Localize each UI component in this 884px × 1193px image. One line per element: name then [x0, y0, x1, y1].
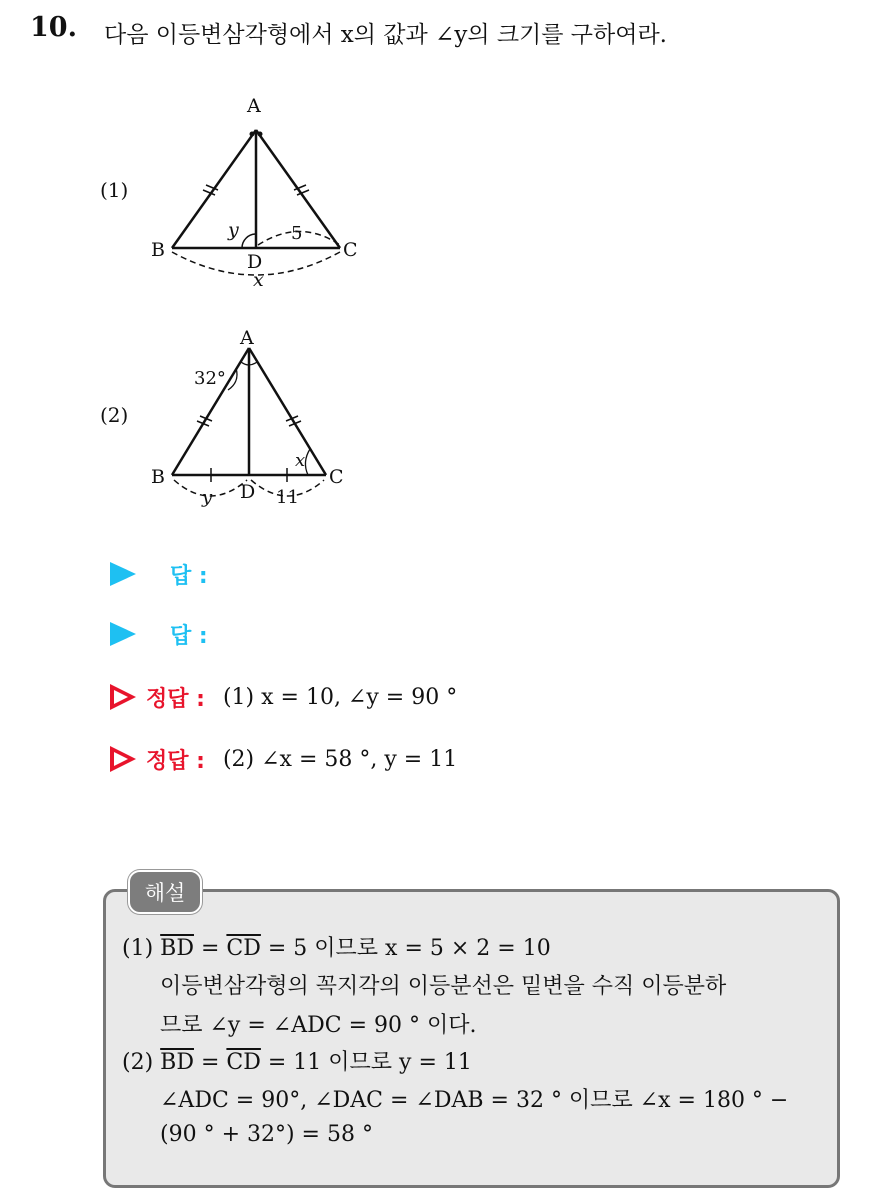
segment-bd: $\overline{BD}$ — [160, 936, 194, 961]
segment-bc-label: x — [253, 269, 264, 291]
play-arrow-icon — [110, 562, 136, 586]
segment-bd-label: y — [202, 487, 213, 508]
angle-a-label: 32° — [194, 368, 226, 389]
correct-answer-label: 정답 : — [146, 748, 205, 774]
segment-cd: $\overline{CD}$ — [226, 936, 261, 961]
correct-answer-row-1 — [110, 679, 457, 715]
vertex-b: B — [151, 239, 165, 261]
explanation-line-3: 므로 ∠y = ∠ADC = 90 ° 이다. — [160, 1013, 477, 1038]
vertex-a: A — [240, 327, 254, 349]
outline-arrow-icon — [110, 746, 136, 772]
explanation-line-2: 이등변삼각형의 꼭지각의 이등분선은 밑변을 수직 이등분하 — [160, 974, 727, 999]
angle-y-label: y — [228, 219, 239, 241]
segment-dc-label: 11 — [276, 487, 299, 508]
answer-blank-row-2 — [110, 616, 208, 652]
correct-answer-2: (2) ∠x = 58 °, y = 11 — [222, 746, 458, 772]
explanation-line-4 — [122, 1045, 472, 1076]
item-number: (1) — [122, 936, 154, 961]
line-text: = 11 이므로 y = 11 — [260, 1050, 472, 1075]
angle-mark-dot — [250, 132, 255, 137]
segment-bd: $\overline{BD}$ — [160, 1050, 194, 1075]
vertex-a: A — [247, 95, 261, 117]
segment-cd: $\overline{CD}$ — [226, 1050, 261, 1075]
item-number: (2) — [122, 1050, 154, 1075]
correct-answer-label: 정답 : — [146, 686, 205, 712]
side-ac — [249, 348, 326, 475]
angle-mark-dot — [258, 132, 263, 137]
vertex-b: B — [151, 466, 165, 488]
segment-dc-label: 5 — [291, 223, 303, 244]
vertex-d: D — [240, 481, 256, 503]
figure2-label: (2) — [100, 403, 129, 427]
explanation-line-6: (90 ° + 32°) = 58 ° — [160, 1122, 373, 1147]
vertex-c: C — [343, 239, 358, 261]
correct-answer-row-2 — [110, 741, 457, 777]
explanation-line-1 — [122, 931, 551, 962]
outline-arrow-icon — [110, 684, 136, 710]
equals-sign: = — [193, 936, 227, 961]
correct-answer-1: (1) x = 10, ∠y = 90 ° — [222, 684, 458, 710]
equals-sign: = — [193, 1050, 227, 1075]
angle-y-arc — [242, 234, 256, 248]
answer-blank-label: 답 : — [170, 623, 208, 649]
play-arrow-icon — [110, 622, 136, 646]
line-text: = 5 이므로 x = 5 × 2 = 10 — [260, 936, 551, 961]
vertex-c: C — [329, 466, 344, 488]
angle-c-label: x — [295, 450, 306, 471]
figure2-triangle — [140, 320, 380, 520]
figure1-label: (1) — [100, 178, 129, 202]
vertex-d: D — [247, 251, 263, 273]
answer-blank-row-1 — [110, 556, 208, 592]
answer-blank-label: 답 : — [170, 563, 208, 589]
question-number: 10. — [30, 12, 77, 43]
angle-c-arc — [305, 449, 310, 475]
question-text: 다음 이등변삼각형에서 x의 값과 ∠y의 크기를 구하여라. — [104, 22, 667, 48]
figure1-triangle — [140, 90, 380, 300]
explanation-line-5: ∠ADC = 90°, ∠DAC = ∠DAB = 32 ° 이므로 ∠x = 180 ° − — [160, 1088, 789, 1113]
explanation-tab: 해설 — [128, 870, 202, 914]
